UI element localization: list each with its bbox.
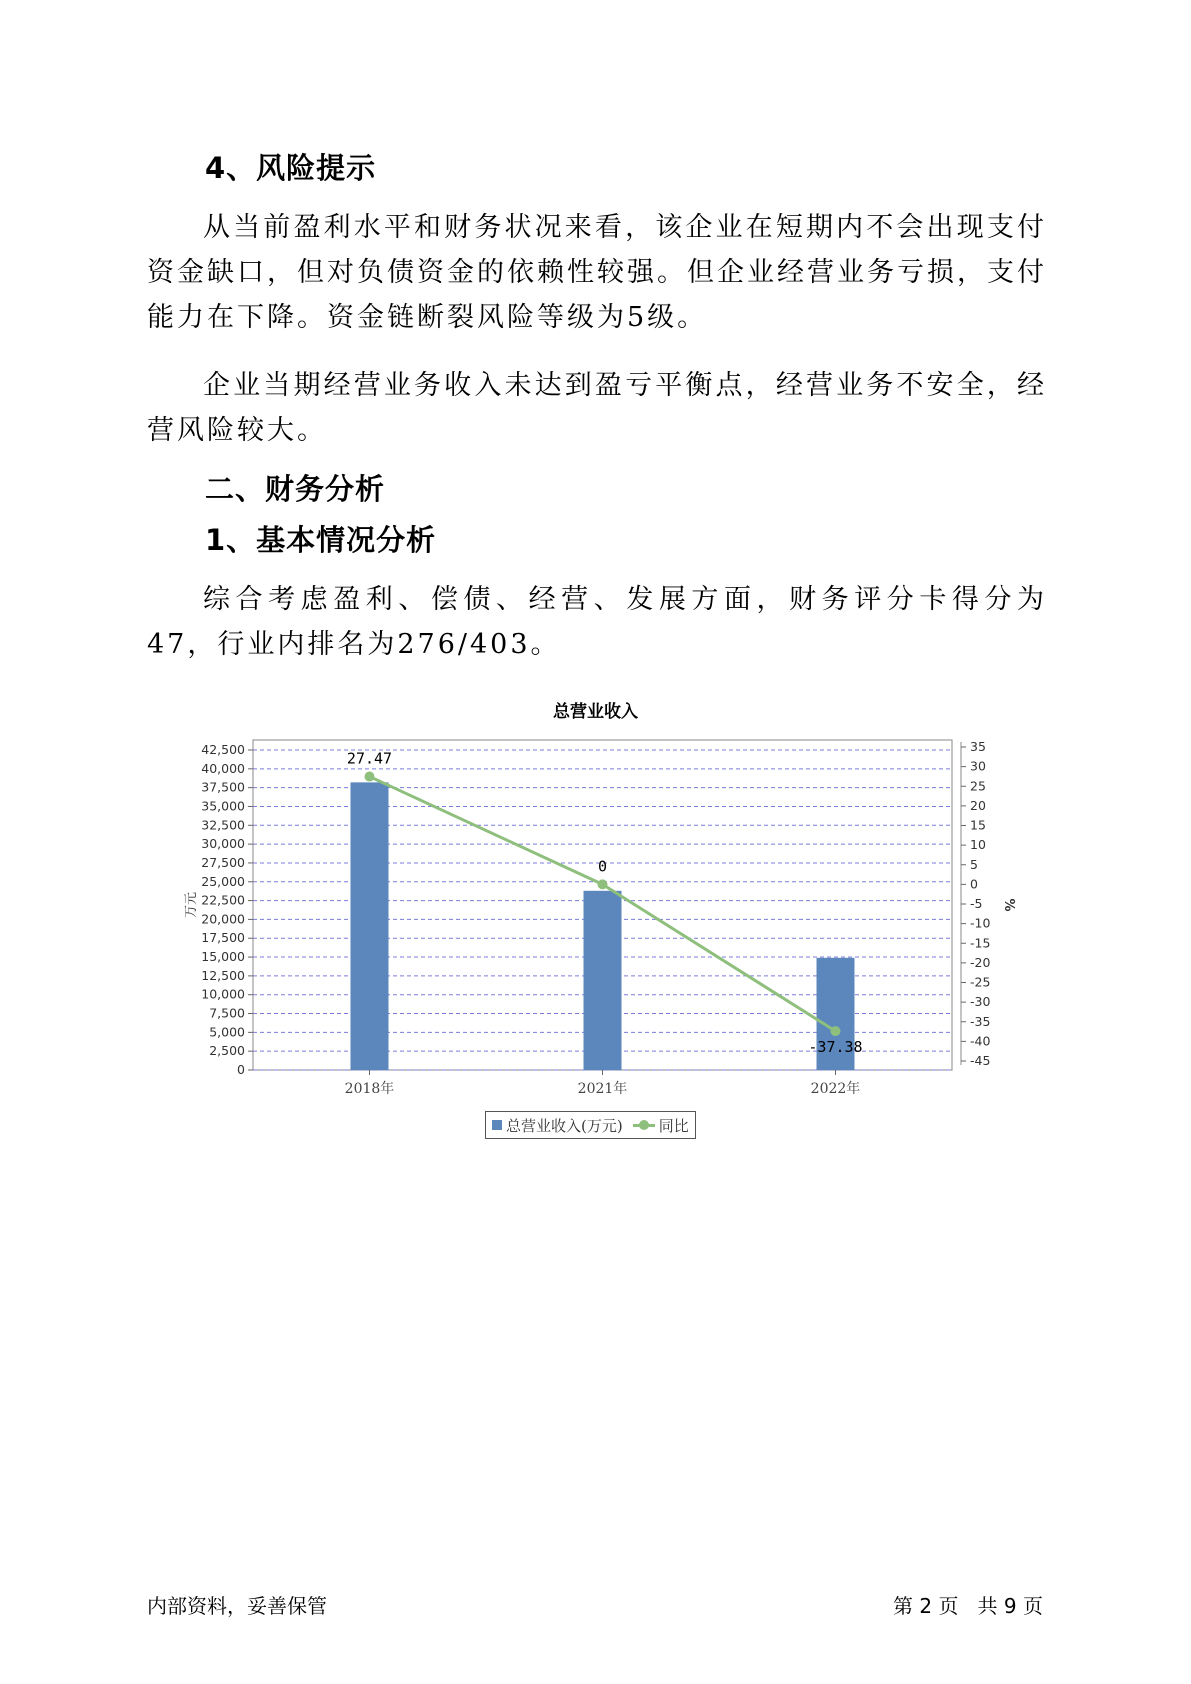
y2-tick-label: -40 [970,1033,991,1049]
yoy-point [831,1026,841,1036]
bar [351,782,389,1070]
y-tick-label: 37,500 [201,779,245,795]
y2-tick-label: -30 [970,994,991,1010]
y-tick-label: 17,500 [201,930,245,946]
y2-tick-label: 35 [970,739,986,754]
y2-tick-label: -10 [970,915,991,931]
chart-title: 总营业收入 [553,702,638,722]
y2-tick-label: 5 [970,856,978,872]
x-tick-label: 2022年 [810,1081,861,1097]
legend-label-revenue: 总营业收入(万元) [506,1116,623,1135]
finance-heading: 二、财务分析 [205,472,386,506]
x-tick-label: 2018年 [344,1081,395,1097]
chart-legend [485,1111,696,1139]
y-tick-label: 15,000 [201,949,245,965]
y-tick-label: 10,000 [201,986,245,1002]
footer-confidential: 内部资料，妥善保管 [147,1594,327,1618]
y-tick-label: 22,500 [201,892,245,908]
y2-tick-label: 20 [970,797,986,813]
legend-item-yoy [633,1115,689,1136]
y-tick-label: 30,000 [201,836,245,852]
yoy-data-label: 0 [597,857,608,876]
y-tick-label: 5,000 [209,1024,245,1040]
yoy-point [365,772,375,782]
y-tick-label: 12,500 [201,967,245,983]
yoy-point [598,879,608,889]
y-tick-label: 25,000 [201,873,245,889]
y2-tick-label: -25 [970,974,991,990]
y-tick-label: 27,500 [201,854,245,870]
basic-analysis-heading: 1、基本情况分析 [205,523,437,557]
y2-tick-label: 10 [970,837,986,853]
y-tick-label: 20,000 [201,911,245,927]
yoy-data-label: 27.47 [346,749,393,768]
y2-tick-label: -35 [970,1013,991,1029]
legend-label-yoy: 同比 [658,1116,689,1135]
y-tick-label: 32,500 [201,817,245,833]
x-tick-label: 2021年 [577,1081,628,1097]
y-tick-label: 7,500 [209,1005,245,1021]
bar [584,891,622,1070]
y2-tick-label: -15 [970,935,991,951]
y2-axis-label: % [1001,898,1016,912]
y-tick-label: 0 [237,1062,245,1077]
risk-paragraph-1: 从当前盈利水平和财务状况来看，该企业在短期内不会出现支付资金缺口，但对负债资金的依赖性较强。但企业经营业务亏损，支付能力在下降。资金链断裂风险等级为5级。 [147,212,1047,333]
y-tick-label: 42,500 [201,742,245,757]
y2-tick-label: 0 [970,876,978,892]
risk-paragraph-2: 企业当期经营业务收入未达到盈亏平衡点，经营业务不安全，经营风险较大。 [147,370,1047,446]
legend-item-revenue [492,1115,623,1136]
y-tick-label: 40,000 [201,760,245,776]
y2-tick-label: -20 [970,954,991,970]
y2-tick-label: 25 [970,778,986,794]
y2-tick-label: 15 [970,817,986,833]
y2-tick-label: -5 [970,896,983,911]
y-tick-label: 2,500 [209,1043,245,1059]
line-swatch-icon [633,1120,655,1130]
yoy-data-label: -37.38 [808,1038,863,1057]
bar-swatch-icon [492,1120,502,1130]
y2-tick-label: -45 [970,1053,991,1068]
footer-page-number: 第 2 页 共 9 页 [893,1594,1043,1618]
y-axis-label: 万元 [184,891,199,919]
y2-tick-label: 30 [970,758,986,774]
risk-heading: 4、风险提示 [205,151,377,185]
y-tick-label: 35,000 [201,798,245,814]
finance-paragraph: 综合考虑盈利、偿债、经营、发展方面，财务评分卡得分为47，行业内排名为276/403。 [147,584,1047,660]
